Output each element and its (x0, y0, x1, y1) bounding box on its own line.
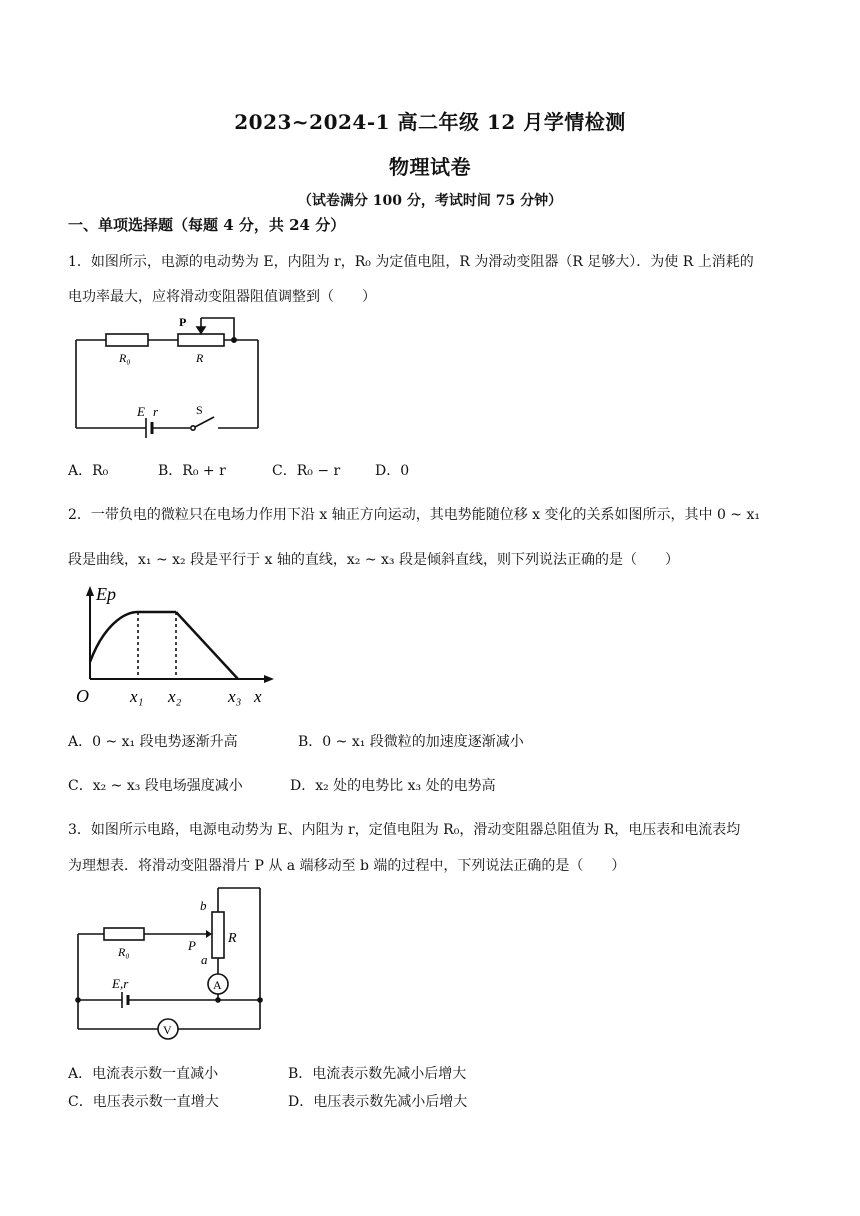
q2-option-d: D．x₂ 处的电势比 x₃ 处的电势高 (290, 778, 496, 794)
q1-circuit-figure (68, 310, 268, 440)
fig1-label-E: E (137, 404, 145, 419)
fig3-label-P: P (188, 938, 196, 953)
fig1-label-r: r (153, 404, 159, 419)
exam-note: （试卷满分 100 分，考试时间 75 分钟） (297, 193, 563, 209)
q3-stem-line1: 3．如图所示电路，电源电动势为 E、内阻为 r，定值电阻为 R₀，滑动变阻器总阻值为 R，电压表和电流表均 (68, 822, 741, 838)
fig2-xlabel: x (254, 687, 262, 706)
q2-ep-graph (68, 582, 288, 708)
fig3-label-A: A (213, 978, 222, 992)
q1-option-b: B．R₀ + r (158, 463, 226, 479)
fig1-label-R: R (196, 351, 204, 365)
fig2-ylabel: Ep (96, 584, 116, 604)
q2-option-b: B．0 ~ x₁ 段微粒的加速度逐渐减小 (298, 734, 524, 750)
q1-option-d: D．0 (375, 463, 410, 479)
q3-option-c: C．电压表示数一直增大 (68, 1094, 219, 1110)
q2-stem-line2: 段是曲线，x₁ ~ x₂ 段是平行于 x 轴的直线，x₂ ~ x₃ 段是倾斜直线，则下列说法正确的是（ ） (68, 552, 679, 568)
q3-circuit-figure (68, 884, 278, 1044)
q3-option-d: D．电压表示数先减小后增大 (288, 1094, 468, 1110)
fig3-label-R: R (228, 931, 237, 946)
subject-title: 物理试卷 (389, 155, 471, 179)
fig1-label-R0: R₀ (119, 351, 131, 365)
q2-stem-line1: 2．一带负电的微粒只在电场力作用下沿 x 轴正方向运动，其电势能随位移 x 变化的关系如图所示，其中 0 ~ x₁ (68, 507, 760, 523)
fig3-label-Er: E,r (112, 976, 129, 991)
fig3-label-a: a (201, 952, 208, 967)
q1-option-a: A．R₀ (68, 463, 109, 479)
q1-stem-line2: 电功率最大，应将滑动变阻器阻值调整到（ ） (68, 289, 376, 305)
fig2-x2: x₂ (168, 687, 182, 706)
exam-title: 2023~2024-1 高二年级 12 月学情检测 (234, 110, 626, 134)
fig3-label-V: V (163, 1023, 172, 1037)
section-title: 一、单项选择题（每题 4 分，共 24 分） (68, 216, 346, 234)
fig1-label-P: P (179, 315, 187, 329)
q1-option-c: C．R₀ − r (272, 463, 341, 479)
fig1-label-S: S (196, 403, 203, 417)
fig3-label-b: b (200, 898, 207, 913)
fig2-x3: x₃ (228, 687, 242, 706)
q3-option-b: B．电流表示数先减小后增大 (288, 1066, 467, 1082)
fig2-x1: x₁ (130, 687, 144, 706)
fig2-origin: O (76, 686, 89, 706)
q3-option-a: A．电流表示数一直减小 (68, 1066, 219, 1082)
q2-option-c: C．x₂ ~ x₃ 段电场强度减小 (68, 778, 243, 794)
q1-stem-line1: 1．如图所示，电源的电动势为 E，内阻为 r，R₀ 为定值电阻，R 为滑动变阻器（R 足够大）．为使 R 上消耗的 (68, 254, 754, 270)
fig3-label-R0: R₀ (118, 945, 130, 959)
q2-option-a: A．0 ~ x₁ 段电势逐渐升高 (68, 734, 238, 750)
q3-stem-line2: 为理想表．将滑动变阻器滑片 P 从 a 端移动至 b 端的过程中，下列说法正确的是（ ） (68, 858, 626, 874)
